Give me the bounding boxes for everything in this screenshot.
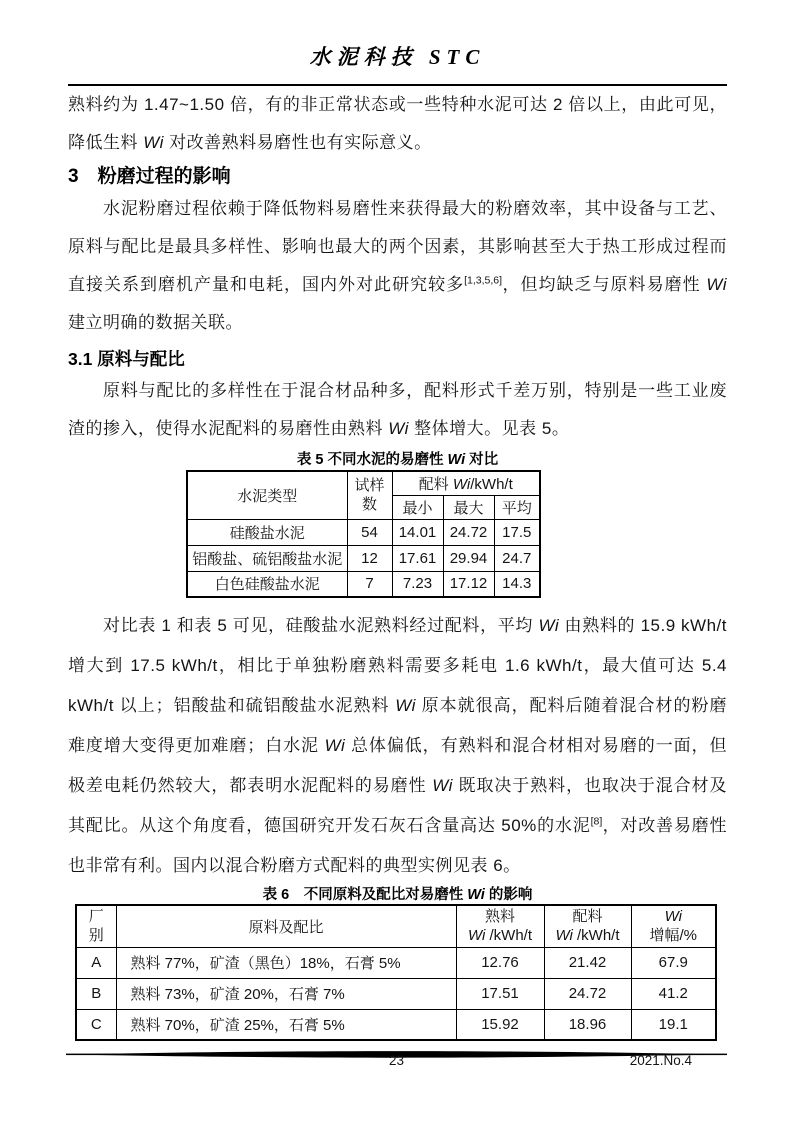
cell-plant: C	[76, 1009, 116, 1040]
cell-plant: B	[76, 978, 116, 1009]
cell-clinker-wi: 12.76	[456, 947, 544, 978]
cell-mix: 熟料 77%，矿渣（黑色）18%，石膏 5%	[116, 947, 456, 978]
discussion-paragraph: 对比表 1 和表 5 可见，硅酸盐水泥熟料经过配料，平均 Wi 由熟料的 15.9 kWh/t 增大到 17.5 kWh/t，相比于单独粉磨熟料需要多耗电 1.6 kWh/t，最大值可达 5.4 kWh/t 以上；铝酸盐和硫铝酸盐水泥熟料 Wi 原本就很高，配料后随着混合材的粉磨难度增大变得更加难磨；白水泥 Wi 总体偏低，有熟料和混合材相对易磨的一面，但极差电耗仍然较大，都表明水泥配料的易磨性 Wi 既取决于熟料，也取决于混合材及其配比。从这个角度看，德国研究开发石灰石含量高达 50%的水泥[8]，对改善易磨性也非常有利。国内以混合粉磨方式配料的典型实例见表 6。	[68, 616, 728, 875]
section-3-1-paragraph: 原料与配比的多样性在于混合材品种多，配料形式千差万别，特别是一些工业废渣的掺入，使得水泥配料的易磨性由熟料 Wi 整体增大。见表 5。	[68, 381, 727, 438]
cell-cement-type: 硅酸盐水泥	[187, 519, 347, 545]
table-5-caption: 表 5 不同水泥的易磨性 Wi 对比	[296, 452, 499, 468]
col-batch-line2: Wi /kWh/t	[555, 927, 620, 945]
table-5-col-min: 最小	[392, 495, 443, 519]
cell-max: 24.72	[443, 519, 494, 545]
table-6-caption: 表 6 不同原料及配比对易磨性 Wi 的影响	[262, 887, 533, 903]
cell-clinker-wi: 17.51	[456, 978, 544, 1009]
table-5-col-max: 最大	[443, 495, 494, 519]
cell-mix: 熟料 70%，矿渣 25%，石膏 5%	[116, 1009, 456, 1040]
footer-rule	[66, 1045, 727, 1052]
table-6-col-plant-label: 厂别	[88, 908, 104, 945]
table-row	[76, 947, 716, 978]
paragraph-carryover: 熟料约为 1.47~1.50 倍，有的非正常状态或一些特种水泥可达 2 倍以上，由此可见，降低生料 Wi 对改善熟料易磨性也有实际意义。	[68, 95, 727, 152]
table-6	[75, 904, 717, 1041]
cell-max: 29.94	[443, 545, 494, 571]
section-3-1-heading: 3.1 原料与配比	[68, 349, 185, 369]
col-increase-line1: Wi	[664, 908, 682, 926]
cell-batch-wi: 18.96	[544, 1009, 631, 1040]
cell-wi-increase: 67.9	[631, 947, 716, 978]
table-6-col-wi-increase	[631, 905, 716, 947]
footer-issue-number: 2021.No.4	[629, 1053, 692, 1068]
cell-min: 17.61	[392, 545, 443, 571]
cell-cement-type: 铝酸盐、硫铝酸盐水泥	[187, 545, 347, 571]
cell-cement-type: 白色硅酸盐水泥	[187, 571, 347, 597]
table-row	[76, 978, 716, 1009]
section-3-heading: 3 粉磨过程的影响	[68, 166, 231, 187]
table-row	[187, 519, 540, 545]
cell-plant: A	[76, 947, 116, 978]
table-5-col-avg: 平均	[494, 495, 540, 519]
section-3-paragraph: 水泥粉磨过程依赖于降低物料易磨性来获得最大的粉磨效率，其中设备与工艺、原料与配比是最具多样性、影响也最大的两个因素，其影响甚至大于热工形成过程而直接关系到磨机产量和电耗，国内外对此研究较多[1,3,5,6]，但均缺乏与原料易磨性 Wi 建立明确的数据关联。	[68, 199, 727, 332]
table-5-col-group: 配料 Wi/kWh/t	[392, 471, 540, 495]
table-5-col-type: 水泥类型	[187, 471, 347, 519]
cell-batch-wi: 24.72	[544, 978, 631, 1009]
col-increase-line2: 增幅/%	[649, 927, 697, 945]
cell-sample-count: 54	[347, 519, 392, 545]
cell-batch-wi: 21.42	[544, 947, 631, 978]
cell-avg: 17.5	[494, 519, 540, 545]
table-5-header-row-1	[187, 471, 540, 495]
cell-avg: 24.7	[494, 545, 540, 571]
footer-page-number: 23	[388, 1053, 405, 1068]
table-5-col-count-label: 试样数	[354, 477, 385, 514]
cell-min: 14.01	[392, 519, 443, 545]
cell-wi-increase: 19.1	[631, 1009, 716, 1040]
col-clinker-line2: Wi /kWh/t	[467, 927, 533, 945]
cell-clinker-wi: 15.92	[456, 1009, 544, 1040]
col-clinker-line1: 熟料	[484, 908, 515, 926]
cell-mix: 熟料 73%，矿渣 20%，石膏 7%	[116, 978, 456, 1009]
table-5-col-count	[347, 471, 392, 519]
cell-min: 7.23	[392, 571, 443, 597]
cell-wi-increase: 41.2	[631, 978, 716, 1009]
cell-sample-count: 7	[347, 571, 392, 597]
table-6-col-mix: 原料及配比	[116, 905, 456, 947]
table-row	[187, 571, 540, 597]
journal-title: 水泥科技 STC	[309, 45, 486, 69]
table-5	[186, 470, 541, 598]
cell-avg: 14.3	[494, 571, 540, 597]
table-6-col-batch-wi	[544, 905, 631, 947]
cell-sample-count: 12	[347, 545, 392, 571]
table-6-header-row	[76, 905, 716, 947]
cell-max: 17.12	[443, 571, 494, 597]
table-6-col-plant	[76, 905, 116, 947]
table-6-col-clinker-wi	[456, 905, 544, 947]
col-batch-line1: 配料	[572, 908, 603, 926]
table-row	[187, 545, 540, 571]
table-row	[76, 1009, 716, 1040]
